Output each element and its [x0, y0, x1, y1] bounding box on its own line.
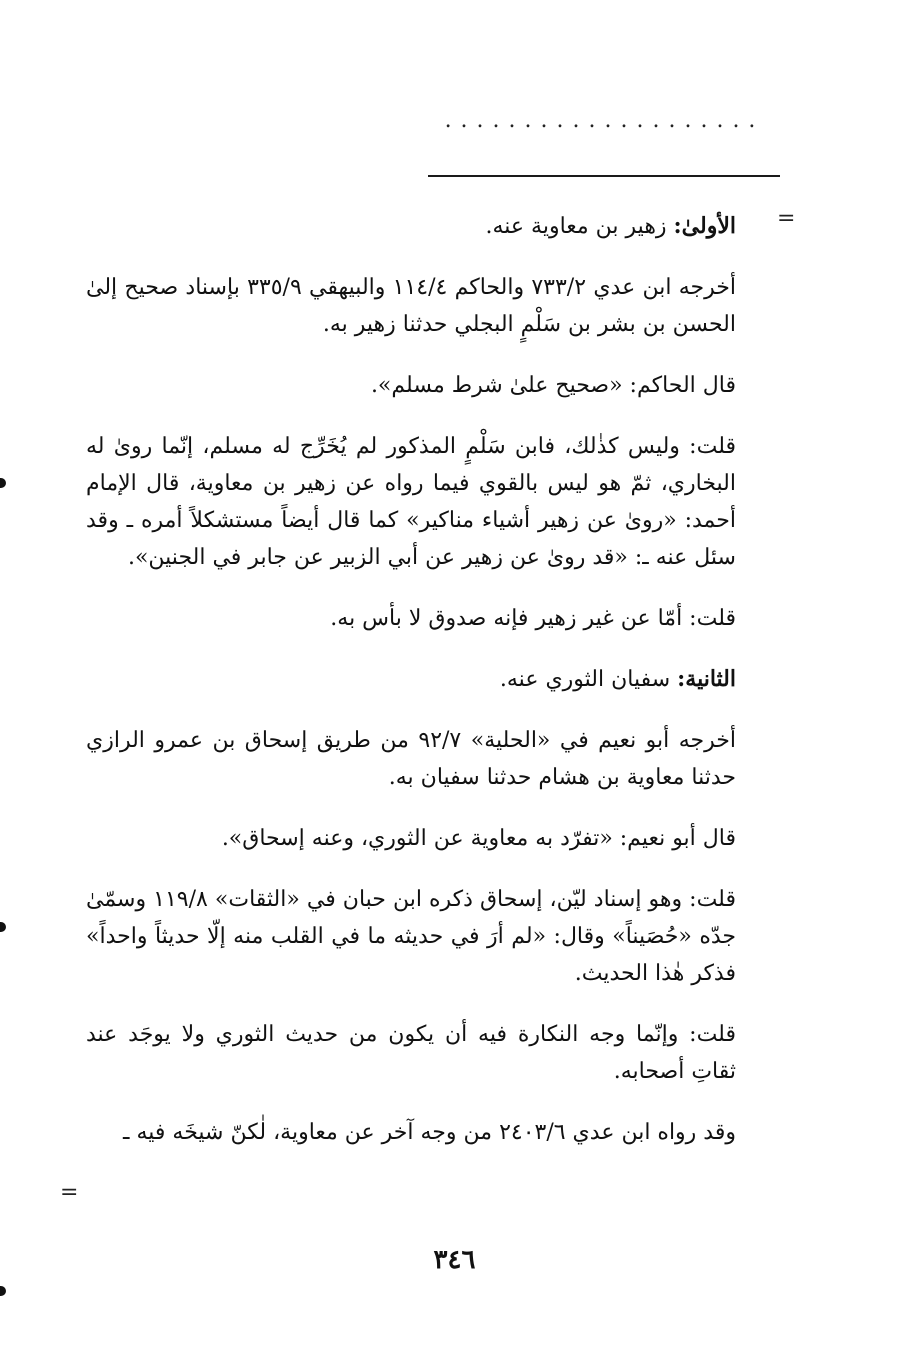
paragraph-text: أخرجه أبو نعيم في «الحلية» ٩٢/٧ من طريق إسحاق بن عمرو الرازي حدثنا معاوية بن هشام حدثنا سفيان به.	[86, 728, 736, 790]
paragraph	[86, 1016, 736, 1090]
paragraph-text: أخرجه ابن عدي ٧٣٣/٢ والحاكم ١١٤/٤ والبيهقي ٣٣٥/٩ بإسناد صحيح إلىٰ الحسن بن بشر بن سَلْمٍ البجلي حدثنا زهير به.	[86, 275, 736, 337]
paragraph-second-route	[86, 661, 736, 698]
paragraph-text: وقد رواه ابن عدي ٢٤٠٣/٦ من وجه آخر عن معاوية، لٰكنّ شيخَه فيه ـ	[123, 1120, 736, 1145]
body-text	[86, 208, 736, 1173]
paragraph-label: الثانية:	[677, 666, 736, 692]
paragraph-text: قلت: وليس كذٰلك، فابن سَلْمٍ المذكور لم يُخَرِّج له مسلم، إنّما روىٰ له البخاري، ثمّ هو ليس بالقوي فيما رواه عن زهير بن معاوية، قال الإمام أحمد: «روىٰ عن زهير أشياء مناكير» كما قال أيضاً مستشكلاً أمره ـ وقد سئل عنه ـ: «قد روىٰ عن زهير عن أبي الزبير عن جابر في الجنين».	[86, 434, 736, 570]
paragraph	[86, 600, 736, 637]
scan-edge-mark	[0, 922, 6, 932]
paragraph-text: زهير بن معاوية عنه.	[485, 214, 674, 239]
paragraph	[86, 722, 736, 796]
paragraph-first-route	[86, 208, 736, 245]
scan-edge-mark	[0, 478, 6, 488]
paragraph	[86, 881, 736, 992]
paragraph	[86, 269, 736, 343]
header-dots: ....................	[444, 108, 765, 133]
scan-edge-mark	[0, 1286, 6, 1296]
paragraph-text: سفيان الثوري عنه.	[499, 667, 678, 692]
paragraph	[86, 367, 736, 404]
paragraph-text: قلت: وهو إسناد ليّن، إسحاق ذكره ابن حبان في «الثقات» ١١٩/٨ وسمّىٰ جدّه «حُصَيناً» وقال: «لم أرَ في حديثه ما في القلب منه إلّا حديثاً واحداً» فذكر هٰذا الحديث.	[86, 887, 736, 986]
page-number: ٣٤٦	[433, 1245, 476, 1275]
paragraph-label: الأولىٰ:	[673, 213, 736, 239]
continuation-mark-top: =	[777, 206, 796, 231]
continuation-mark-bottom: =	[60, 1180, 79, 1205]
paragraph-text: قال الحاكم: «صحيح علىٰ شرط مسلم».	[370, 373, 736, 398]
paragraph-text: قلت: وإنّما وجه النكارة فيه أن يكون من حديث الثوري ولا يوجَد عند ثقاتِ أصحابه.	[86, 1022, 736, 1084]
paragraph	[86, 1114, 736, 1151]
paragraph-text: قلت: أمّا عن غير زهير فإنه صدوق لا بأس به.	[330, 606, 736, 631]
paragraph	[86, 428, 736, 576]
paragraph	[86, 820, 736, 857]
paragraph-text: قال أبو نعيم: «تفرّد به معاوية عن الثوري، وعنه إسحاق».	[221, 826, 736, 851]
header-rule	[428, 175, 780, 177]
